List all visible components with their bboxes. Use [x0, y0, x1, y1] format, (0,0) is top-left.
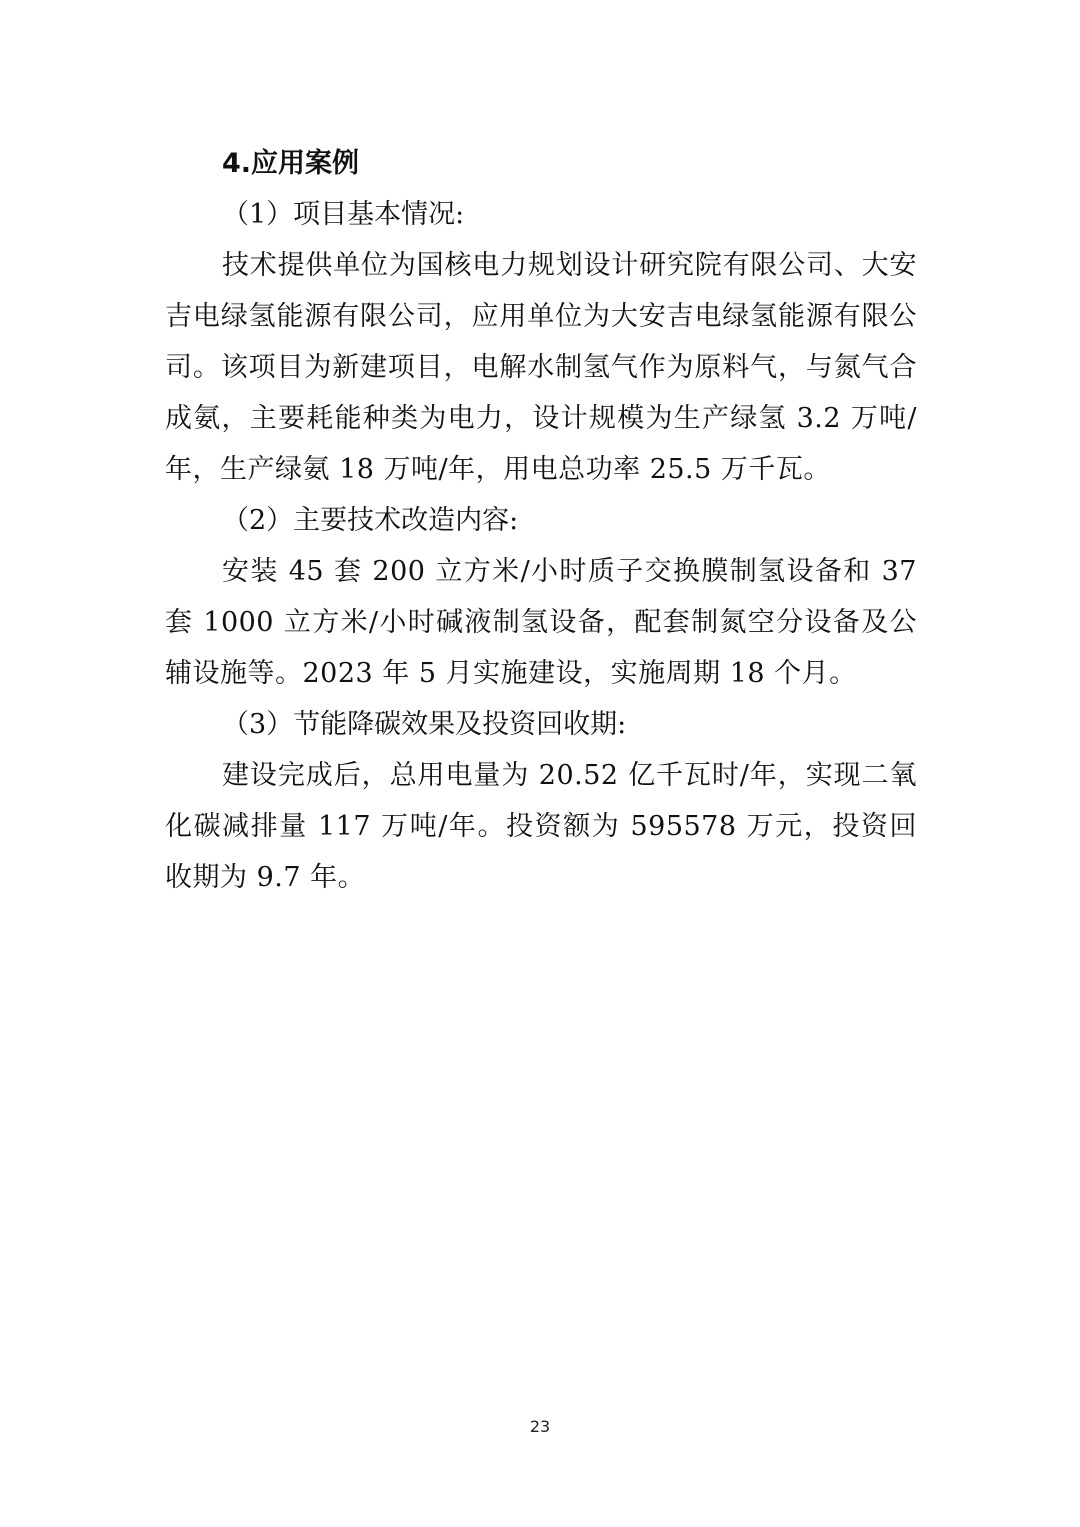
document-content [165, 138, 917, 903]
subsection-heading-project-basics: （1）项目基本情况: [222, 199, 465, 230]
section-heading: 4.应用案例 [222, 148, 360, 179]
subsection-heading-energy-saving: （3）节能降碳效果及投资回收期: [222, 709, 627, 740]
page-number: 23 [529, 1417, 551, 1436]
subsection-body-project-basics: 技术提供单位为国核电力规划设计研究院有限公司、大安吉电绿氢能源有限公司，应用单位为大安吉电绿氢能源有限公司。该项目为新建项目，电解水制氢气作为原料气，与氮气合成氨，主要耗能种类为电力，设计规模为生产绿氢 3.2 万吨/年，生产绿氨 18 万吨/年，用电总功率 25.5 万千瓦。 [165, 250, 917, 485]
subsection-body-main-retrofit: 安装 45 套 200 立方米/小时质子交换膜制氢设备和 37 套 1000 立方米/小时碱液制氢设备，配套制氮空分设备及公辅设施等。2023 年 5 月实施建设，实施周期 18 个月。 [165, 556, 917, 689]
subsection-heading-main-retrofit: （2）主要技术改造内容: [222, 505, 519, 536]
subsection-body-energy-saving: 建设完成后，总用电量为 20.52 亿千瓦时/年，实现二氧化碳减排量 117 万吨/年。投资额为 595578 万元，投资回收期为 9.7 年。 [165, 760, 917, 893]
